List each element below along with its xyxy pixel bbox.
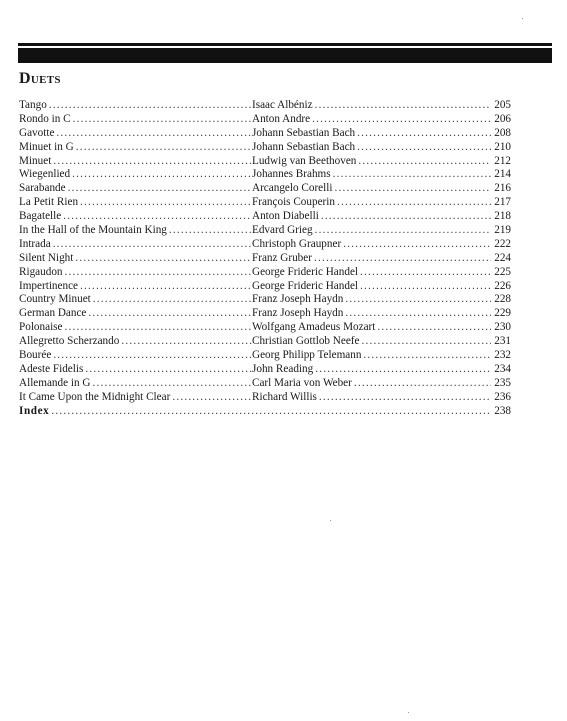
dot-leader [93,293,252,307]
toc-entry[interactable] [19,182,511,196]
toc-entry[interactable] [19,363,511,377]
entry-composer: Anton Diabelli [252,210,319,223]
dot-leader [360,280,491,294]
toc-entry[interactable] [19,335,511,349]
dot-leader [334,182,491,196]
entry-page: 232 [494,349,511,362]
entry-page: 212 [494,154,511,167]
dot-leader [49,99,252,113]
entry-composer: Wolfgang Amadeus Mozart [252,321,376,334]
entry-composer: Edvard Grieg [252,224,313,237]
entry-title: Gavotte [19,126,55,139]
entry-page: 234 [494,362,511,375]
dot-leader [65,321,252,335]
entry-title: Country Minuet [19,293,91,306]
entry-title: Silent Night [19,251,74,264]
dot-leader [358,155,491,169]
dot-leader [88,307,252,321]
dot-leader [312,113,491,127]
entry-title: In the Hall of the Mountain King [19,224,167,237]
header-rule-thick [18,48,552,63]
toc-entry[interactable] [19,113,511,127]
dot-leader [360,266,491,280]
toc-entry[interactable] [19,127,511,141]
dot-leader [377,321,491,335]
entry-composer: Franz Gruber [252,251,312,264]
entry-title: Wiegenlied [19,168,71,181]
entry-title: Allegretto Scherzando [19,335,120,348]
dot-leader [75,252,252,266]
entry-title: Polonaise [19,321,63,334]
entry-title: Rondo in C [19,112,71,125]
toc-entry[interactable] [19,238,511,252]
dot-leader [321,210,491,224]
entry-page: 216 [494,182,511,195]
entry-title: Bagatelle [19,210,62,223]
dot-leader [357,127,491,141]
toc-entry[interactable] [19,99,511,113]
entry-title: Allemande in G [19,376,91,389]
index-label: Index [19,404,50,417]
entry-composer: John Reading [252,362,314,375]
dot-leader [354,377,491,391]
dot-leader [65,266,252,280]
entry-title: Adeste Fidelis [19,362,84,375]
entry-page: 208 [494,126,511,139]
dot-leader [345,293,491,307]
entry-title: German Dance [19,307,87,320]
index-page: 238 [494,404,511,417]
dot-leader [51,405,491,419]
toc-entry[interactable] [19,280,511,294]
dot-leader [337,196,491,210]
dot-leader [333,168,491,182]
entry-page: 219 [494,224,511,237]
entry-title: Intrada [19,237,51,250]
entry-composer: Franz Joseph Haydn [252,307,344,320]
entry-page: 225 [494,265,511,278]
entry-composer: Ludwig van Beethoven [252,154,357,167]
dot-leader [172,391,252,405]
entry-composer: Anton Andre [252,112,311,125]
entry-page: 205 [494,99,511,111]
toc-entry[interactable] [19,210,511,224]
entry-title: Bourée [19,349,52,362]
dot-leader [363,349,491,363]
entry-title: It Came Upon the Midnight Clear [19,390,171,403]
toc-entry[interactable] [19,349,511,363]
entry-composer: Carl Maria von Weber [252,376,352,389]
dot-leader [169,224,252,238]
entry-composer: Christoph Graupner [252,237,342,250]
entry-composer: Isaac Albéniz [252,99,313,111]
entry-page: 222 [494,237,511,250]
dot-leader [315,99,491,113]
entry-page: 226 [494,279,511,292]
entry-title: Tango [19,99,47,111]
table-of-contents [19,99,511,418]
toc-entry[interactable] [19,252,511,266]
dot-leader [73,113,252,127]
entry-page: 236 [494,390,511,403]
section-title: Duets [19,70,61,87]
entry-title: Minuet in G [19,140,74,153]
toc-entry[interactable] [19,391,511,405]
print-speck [330,520,331,521]
entry-page: 217 [494,196,511,209]
dot-leader [319,391,491,405]
entry-composer: Johannes Brahms [252,168,331,181]
dot-leader [53,349,252,363]
entry-page: 235 [494,376,511,389]
entry-title: Impertinence [19,279,79,292]
entry-composer: Johann Sebastian Bach [252,126,356,139]
entry-title: Minuet [19,154,52,167]
toc-entry[interactable] [19,141,511,155]
entry-composer: Arcangelo Corelli [252,182,333,195]
entry-title: Rigaudon [19,265,63,278]
dot-leader [121,335,252,349]
entry-page: 229 [494,307,511,320]
dot-leader [53,238,252,252]
entry-page: 228 [494,293,511,306]
header-rule-thin [18,43,552,46]
dot-leader [362,335,492,349]
toc-entry[interactable] [19,266,511,280]
toc-entry[interactable] [19,293,511,307]
entry-page: 218 [494,210,511,223]
entry-composer: Franz Joseph Haydn [252,293,344,306]
toc-entry[interactable] [19,377,511,391]
entry-title: Sarabande [19,182,66,195]
toc-entry[interactable] [19,224,511,238]
toc-entry[interactable] [19,196,511,210]
dot-leader [68,182,252,196]
dot-leader [63,210,252,224]
entry-page: 206 [494,112,511,125]
dot-leader [56,127,252,141]
entry-page: 230 [494,321,511,334]
dot-leader [315,363,491,377]
entry-composer: Richard Willis [252,390,317,403]
toc-entry[interactable] [19,307,511,321]
entry-title: La Petit Rien [19,196,79,209]
toc-index-entry[interactable] [19,405,511,419]
entry-composer: Johann Sebastian Bach [252,140,356,153]
entry-composer: François Couperin [252,196,335,209]
dot-leader [343,238,491,252]
dot-leader [345,307,491,321]
dot-leader [72,168,252,182]
dot-leader [315,224,491,238]
dot-leader [80,280,252,294]
toc-entry[interactable] [19,321,511,335]
print-speck [408,712,409,713]
dot-leader [53,155,252,169]
dot-leader [357,141,491,155]
entry-page: 224 [494,251,511,264]
dot-leader [80,196,252,210]
toc-entry[interactable] [19,155,511,169]
toc-entry[interactable] [19,168,511,182]
entry-page: 214 [494,168,511,181]
entry-composer: George Frideric Handel [252,265,359,278]
print-speck [522,18,523,19]
entry-page: 231 [494,335,511,348]
dot-leader [76,141,252,155]
entry-composer: Georg Philipp Telemann [252,349,362,362]
entry-page: 210 [494,140,511,153]
dot-leader [92,377,252,391]
entry-composer: George Frideric Handel [252,279,359,292]
entry-composer: Christian Gottlob Neefe [252,335,360,348]
dot-leader [314,252,491,266]
dot-leader [85,363,252,377]
